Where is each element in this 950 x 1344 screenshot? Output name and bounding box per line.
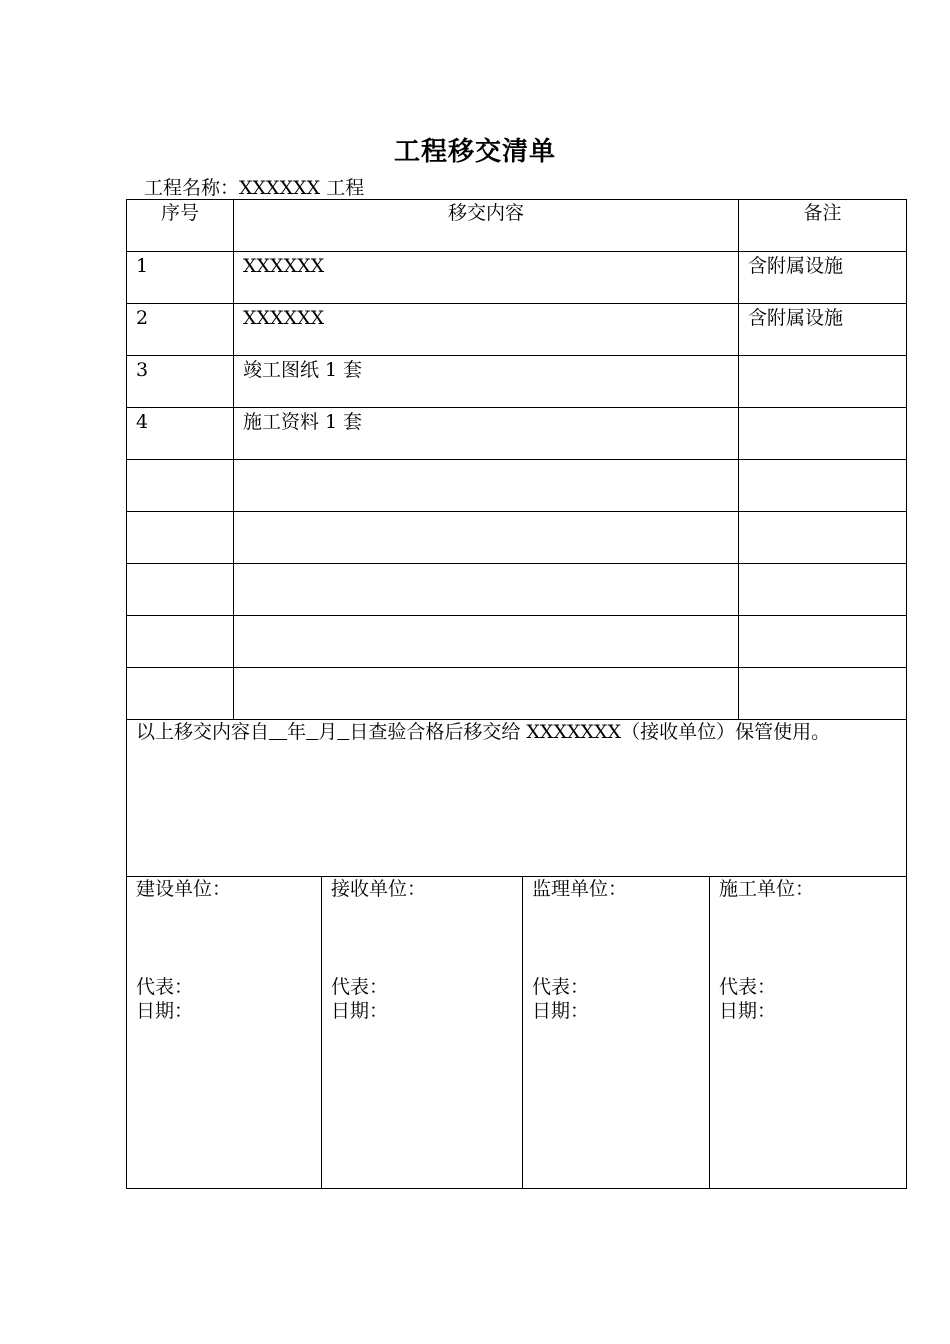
- row-seq: [127, 460, 234, 512]
- statement-text: 年: [287, 721, 307, 743]
- day-blank: [337, 721, 349, 743]
- signature-block-construction: [127, 877, 322, 1189]
- signature-block-receiving: [322, 877, 523, 1189]
- table-row: [127, 616, 907, 668]
- statement-text: 月: [318, 721, 338, 743]
- year-blank: [269, 721, 287, 743]
- representative-label: 代表：: [136, 976, 194, 998]
- row-seq: [127, 668, 234, 720]
- table-row: [127, 460, 907, 512]
- unit-label: 施工单位：: [719, 878, 815, 900]
- row-content: [234, 564, 739, 616]
- row-remark: [739, 668, 907, 720]
- row-remark: [739, 356, 907, 408]
- row-seq: 4: [127, 408, 234, 460]
- date-label: 日期：: [136, 1000, 194, 1022]
- header-content: 移交内容: [234, 200, 739, 252]
- row-remark: 含附属设施: [739, 304, 907, 356]
- statement-row: [127, 720, 907, 877]
- row-seq: 1: [127, 252, 234, 304]
- row-remark: 含附属设施: [739, 252, 907, 304]
- row-content: [234, 460, 739, 512]
- statement-text: 以上移交内容自: [136, 721, 270, 743]
- row-remark: [739, 564, 907, 616]
- row-seq: 3: [127, 356, 234, 408]
- date-label: 日期：: [331, 1000, 389, 1022]
- row-seq: 2: [127, 304, 234, 356]
- row-seq: [127, 512, 234, 564]
- row-remark: [739, 408, 907, 460]
- table-row: [127, 356, 907, 408]
- representative-label: 代表：: [532, 976, 590, 998]
- table-row: [127, 512, 907, 564]
- row-content: XXXXXX: [234, 304, 739, 356]
- row-content: [234, 616, 739, 668]
- statement-text: 日查验合格后移交给 XXXXXXX（接收单位）保管使用。: [349, 721, 831, 743]
- date-label: 日期：: [532, 1000, 590, 1022]
- date-label: 日期：: [719, 1000, 777, 1022]
- unit-label: 接收单位：: [331, 878, 427, 900]
- table-row: [127, 252, 907, 304]
- row-content: [234, 512, 739, 564]
- project-name: 工程名称：XXXXXX 工程: [144, 177, 365, 199]
- handover-statement: [127, 720, 907, 877]
- row-remark: [739, 512, 907, 564]
- month-blank: [306, 721, 318, 743]
- row-content: [234, 668, 739, 720]
- unit-label: 建设单位：: [136, 878, 232, 900]
- header-remark: 备注: [739, 200, 907, 252]
- table-row: [127, 564, 907, 616]
- row-remark: [739, 616, 907, 668]
- signature-block-supervision: [523, 877, 710, 1189]
- table-header-row: [127, 200, 907, 252]
- row-content: 施工资料 1 套: [234, 408, 739, 460]
- table-row: [127, 668, 907, 720]
- row-remark: [739, 460, 907, 512]
- unit-label: 监理单位：: [532, 878, 628, 900]
- header-seq: 序号: [127, 200, 234, 252]
- row-content: 竣工图纸 1 套: [234, 356, 739, 408]
- representative-label: 代表：: [719, 976, 777, 998]
- row-seq: [127, 616, 234, 668]
- page-title: 工程移交清单: [393, 137, 556, 167]
- row-content: XXXXXX: [234, 252, 739, 304]
- signature-block-contractor: [710, 877, 907, 1189]
- table-row: [127, 408, 907, 460]
- representative-label: 代表：: [331, 976, 389, 998]
- handover-table: [126, 199, 907, 1189]
- table-row: [127, 304, 907, 356]
- row-seq: [127, 564, 234, 616]
- signature-row: [127, 877, 907, 1189]
